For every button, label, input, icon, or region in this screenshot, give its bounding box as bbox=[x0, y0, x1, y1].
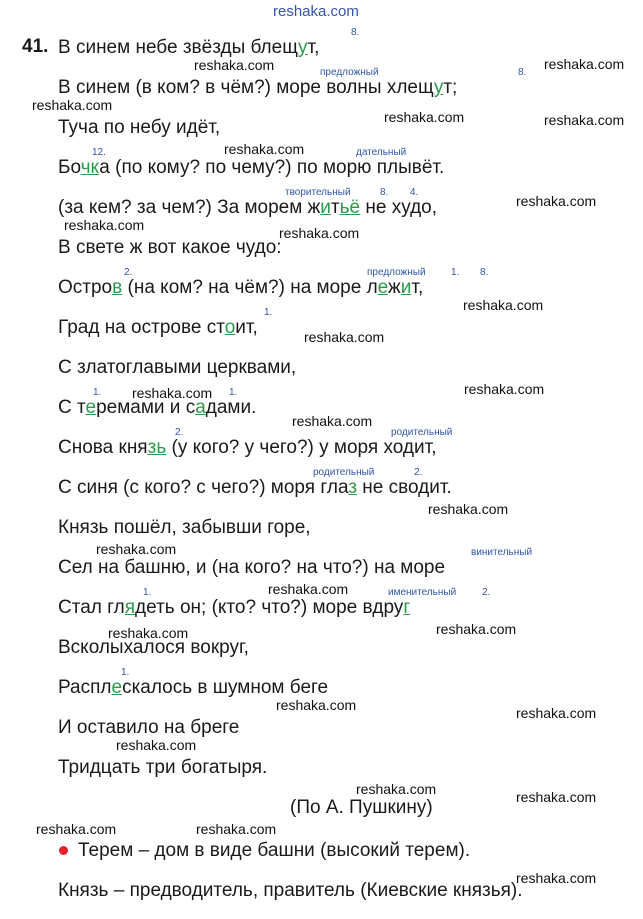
watermark: reshaka.com bbox=[116, 737, 197, 753]
poem-line: В синем небе звёзды блещут, bbox=[58, 37, 320, 58]
annotation-label: 2. bbox=[482, 587, 491, 598]
annotation-label: творительный bbox=[285, 187, 351, 198]
poem-line: Стал глядеть он; (кто? что?) море вдруг bbox=[58, 597, 411, 618]
poem-line: Туча по небу идёт, bbox=[58, 117, 221, 138]
poem-line: Бочка (по кому? по чему?) по морю плывёт. bbox=[58, 157, 445, 178]
watermark: reshaka.com bbox=[268, 581, 349, 597]
poem-line: Град на острове стоит, bbox=[58, 317, 258, 338]
watermark: reshaka.com bbox=[516, 789, 597, 805]
annotation-label: 1. bbox=[143, 587, 152, 598]
annotation-label: 4. bbox=[410, 187, 419, 198]
watermark: reshaka.com bbox=[132, 385, 213, 401]
annotation-label: дательный bbox=[356, 147, 407, 158]
note-item: Князь – предводитель, правитель (Киевские князья). bbox=[58, 880, 523, 901]
annotation-label: 8. bbox=[380, 187, 389, 198]
poem-line: Князь пошёл, забывши горе, bbox=[58, 517, 311, 538]
annotation-label: 12. bbox=[92, 147, 106, 158]
watermark: reshaka.com bbox=[276, 697, 357, 713]
poem-line: В синем (в ком? в чём?) море волны хлещут; bbox=[58, 77, 458, 98]
watermark: reshaka.com bbox=[196, 821, 277, 837]
annotation-label: винительный bbox=[471, 547, 533, 558]
annotation-label: предложный bbox=[367, 267, 426, 278]
poem-line: Расплескалось в шумном беге bbox=[58, 677, 329, 698]
watermark: reshaka.com bbox=[516, 870, 597, 886]
watermark: reshaka.com bbox=[544, 112, 625, 128]
annotation-label: предложный bbox=[320, 67, 379, 78]
watermark: reshaka.com bbox=[36, 821, 117, 837]
note-bullet bbox=[59, 846, 68, 855]
annotation-label: родительный bbox=[391, 427, 453, 438]
poem-line: Снова князь (у кого? у чего?) у моря ходит, bbox=[58, 437, 437, 458]
watermark: reshaka.com bbox=[464, 381, 545, 397]
exercise-number: 41. bbox=[22, 36, 49, 57]
watermark: reshaka.com bbox=[32, 97, 113, 113]
annotation-label: 1. bbox=[451, 267, 460, 278]
watermark: reshaka.com bbox=[436, 621, 517, 637]
poem-line: С синя (с кого? с чего?) моря глаз не сводит. bbox=[58, 477, 452, 498]
watermark: reshaka.com bbox=[356, 781, 437, 797]
watermark: reshaka.com bbox=[224, 141, 305, 157]
poem-line: Сел на башню, и (на кого? на что?) на море bbox=[58, 557, 446, 578]
annotation-label: 2. bbox=[124, 267, 133, 278]
annotation-label: 8. bbox=[480, 267, 489, 278]
watermark: reshaka.com bbox=[194, 57, 275, 73]
annotation-label: 8. bbox=[518, 67, 527, 78]
watermark: reshaka.com bbox=[516, 193, 597, 209]
annotation-label: 8. bbox=[351, 27, 360, 38]
annotation-label: 2. bbox=[414, 467, 423, 478]
watermark: reshaka.com bbox=[463, 297, 544, 313]
watermark: reshaka.com bbox=[516, 705, 597, 721]
note-item: Терем – дом в виде башни (высокий терем). bbox=[78, 840, 471, 861]
poem-line: И оставило на бреге bbox=[58, 717, 240, 738]
poem-line: В свете ж вот какое чудо: bbox=[58, 237, 282, 258]
annotation-label: 1. bbox=[93, 387, 102, 398]
poem-line: С златоглавыми церквами, bbox=[58, 357, 297, 378]
poem-line: С теремами и садами. bbox=[58, 397, 257, 418]
annotation-label: родительный bbox=[313, 467, 375, 478]
watermark: reshaka.com bbox=[64, 217, 145, 233]
watermark: reshaka.com bbox=[279, 225, 360, 241]
annotation-label: именительный bbox=[388, 587, 457, 598]
watermark: reshaka.com bbox=[304, 329, 385, 345]
annotation-label: 1. bbox=[264, 307, 273, 318]
annotation-label: 1. bbox=[229, 387, 238, 398]
poem-line: (за кем? за чем?) За морем житьё не худо, bbox=[58, 197, 437, 218]
watermark: reshaka.com bbox=[428, 501, 509, 517]
poem-line: Тридцать три богатыря. bbox=[58, 757, 268, 778]
watermark: reshaka.com bbox=[273, 3, 359, 20]
poem-line: Остров (на ком? на чём?) на море лежит, bbox=[58, 277, 424, 298]
annotation-label: 1. bbox=[121, 667, 130, 678]
watermark: reshaka.com bbox=[108, 625, 189, 641]
watermark: reshaka.com bbox=[384, 109, 465, 125]
annotation-label: 2. bbox=[175, 427, 184, 438]
attribution: (По А. Пушкину) bbox=[290, 797, 433, 818]
watermark: reshaka.com bbox=[544, 56, 625, 72]
watermark: reshaka.com bbox=[96, 541, 177, 557]
watermark: reshaka.com bbox=[292, 413, 373, 429]
poem-line: Всколыхалося вокруг, bbox=[58, 637, 249, 658]
